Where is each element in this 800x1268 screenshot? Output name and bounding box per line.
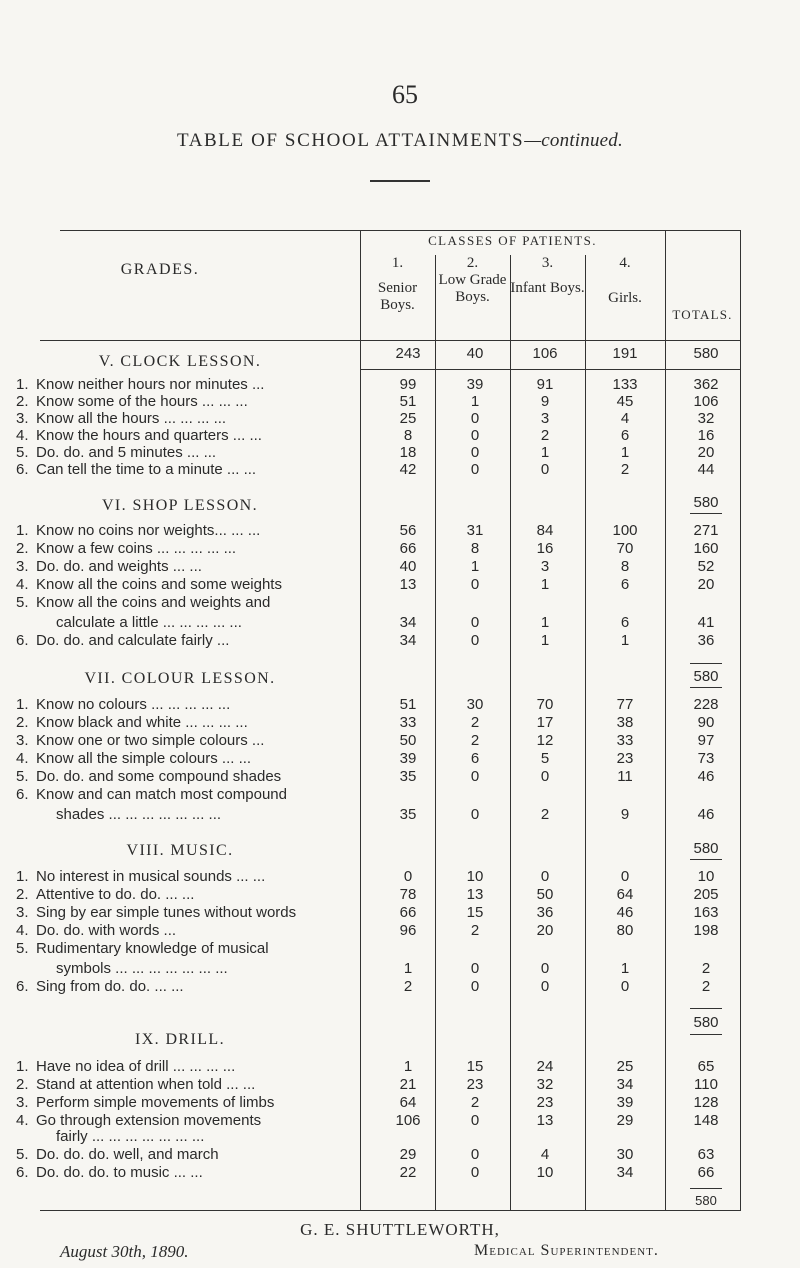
cell: 10 <box>466 868 484 885</box>
cell: 1 <box>540 614 550 631</box>
row-number: 6. <box>16 978 29 995</box>
cell: 0 <box>470 576 480 593</box>
row-number: 6. <box>16 632 29 649</box>
cell: 10 <box>697 868 715 885</box>
cell: 77 <box>616 696 634 713</box>
title-suffix: —continued. <box>524 130 623 151</box>
cell: 51 <box>399 696 417 713</box>
cell: 0 <box>403 868 413 885</box>
cell: 80 <box>616 922 634 939</box>
cell: 97 <box>697 732 715 749</box>
row-label: Do. do. with words ... <box>36 922 177 939</box>
row-label-continued: calculate a little ... ... ... ... ... <box>56 614 242 631</box>
cell: 0 <box>470 461 480 478</box>
cell: 198 <box>693 922 719 939</box>
header-col-1: 1. Senior Boys. <box>377 255 418 313</box>
cell: 90 <box>697 714 715 731</box>
section-total: 580 <box>693 494 719 511</box>
row-number: 2. <box>16 393 29 410</box>
class-total: 580 <box>693 345 719 362</box>
cell: 1 <box>470 558 480 575</box>
row-number: 3. <box>16 732 29 749</box>
row-number: 5. <box>16 1146 29 1163</box>
cell: 6 <box>620 614 630 631</box>
cell: 34 <box>616 1164 634 1181</box>
cell: 99 <box>399 376 417 393</box>
cell: 66 <box>399 540 417 557</box>
header-totals: TOTALS. <box>672 307 733 322</box>
cell: 2 <box>701 960 711 977</box>
cell: 9 <box>540 393 550 410</box>
cell: 33 <box>399 714 417 731</box>
cell: 35 <box>399 768 417 785</box>
cell: 3 <box>540 558 550 575</box>
cell: 0 <box>470 806 480 823</box>
row-label: Know a few coins ... ... ... ... ... <box>36 540 237 557</box>
cell: 70 <box>616 540 634 557</box>
cell: 30 <box>616 1146 634 1163</box>
row-label: Know some of the hours ... ... ... <box>36 393 248 410</box>
cell: 66 <box>399 904 417 921</box>
row-label: Know all the coins and weights and <box>36 594 271 611</box>
cell: 2 <box>540 806 550 823</box>
header-col-2: 2. Low Grade Boys. <box>438 255 507 305</box>
row-number: 2. <box>16 540 29 557</box>
row-number: 1. <box>16 696 29 713</box>
cell: 30 <box>466 696 484 713</box>
cell: 63 <box>697 1146 715 1163</box>
row-label: Do. do. do. to music ... ... <box>36 1164 203 1181</box>
header-col-3: 3. Infant Boys. <box>510 255 585 296</box>
cell: 39 <box>399 750 417 767</box>
cell: 6 <box>620 427 630 444</box>
cell: 35 <box>399 806 417 823</box>
cell: 8 <box>470 540 480 557</box>
row-number: 1. <box>16 1058 29 1075</box>
cell: 2 <box>470 732 480 749</box>
cell: 133 <box>612 376 638 393</box>
row-label: Attentive to do. do. ... ... <box>36 886 195 903</box>
section-total: 580 <box>693 1014 719 1031</box>
row-number: 3. <box>16 1094 29 1111</box>
row-label-continued: shades ... ... ... ... ... ... ... <box>56 806 222 823</box>
cell: 36 <box>536 904 554 921</box>
row-number: 1. <box>16 868 29 885</box>
cell: 31 <box>466 522 484 539</box>
row-label: Know neither hours nor minutes ... <box>36 376 265 393</box>
row-number: 4. <box>16 922 29 939</box>
row-label: Go through extension movements <box>36 1112 262 1129</box>
cell: 50 <box>399 732 417 749</box>
cell: 20 <box>697 576 715 593</box>
signature-date: August 30th, 1890. <box>60 1242 189 1261</box>
row-label: Know all the simple colours ... ... <box>36 750 252 767</box>
row-label: Can tell the time to a minute ... ... <box>36 461 257 478</box>
row-number: 2. <box>16 886 29 903</box>
cell: 25 <box>399 410 417 427</box>
class-total: 106 <box>532 345 558 362</box>
cell: 66 <box>697 1164 715 1181</box>
row-number: 3. <box>16 410 29 427</box>
row-label: Know the hours and quarters ... ... <box>36 427 262 444</box>
cell: 23 <box>536 1094 554 1111</box>
cell: 64 <box>616 886 634 903</box>
signature-name: G. E. SHUTTLEWORTH, <box>300 1220 500 1239</box>
row-label-continued: symbols ... ... ... ... ... ... ... <box>56 960 228 977</box>
cell: 46 <box>616 904 634 921</box>
cell: 10 <box>536 1164 554 1181</box>
cell: 0 <box>540 768 550 785</box>
row-label: Know black and white ... ... ... ... <box>36 714 248 731</box>
class-total: 243 <box>395 345 421 362</box>
cell: 15 <box>466 904 484 921</box>
cell: 0 <box>470 1146 480 1163</box>
row-label: Know and can match most compound <box>36 786 287 803</box>
cell: 0 <box>470 960 480 977</box>
row-label: Have no idea of drill ... ... ... ... <box>36 1058 236 1075</box>
cell: 42 <box>399 461 417 478</box>
cell: 51 <box>399 393 417 410</box>
header-col-4: 4. Girls. <box>608 255 642 306</box>
cell: 1 <box>620 444 630 461</box>
cell: 0 <box>540 978 550 995</box>
cell: 2 <box>620 461 630 478</box>
row-number: 5. <box>16 768 29 785</box>
cell: 4 <box>540 1146 550 1163</box>
row-label: Sing from do. do. ... ... <box>36 978 184 995</box>
section-total: 580 <box>693 840 719 857</box>
row-label: Know all the hours ... ... ... ... <box>36 410 227 427</box>
section-title: VIII. MUSIC. <box>126 842 234 859</box>
cell: 41 <box>697 614 715 631</box>
row-label: Do. do. and weights ... ... <box>36 558 202 575</box>
cell: 91 <box>536 376 554 393</box>
cell: 65 <box>697 1058 715 1075</box>
cell: 34 <box>399 614 417 631</box>
section-title: VII. COLOUR LESSON. <box>84 670 276 687</box>
cell: 362 <box>693 376 719 393</box>
cell: 0 <box>470 444 480 461</box>
closing-total: 580 <box>695 1193 717 1208</box>
row-label-continued: fairly ... ... ... ... ... ... ... <box>56 1128 205 1145</box>
cell: 163 <box>693 904 719 921</box>
cell: 2 <box>470 714 480 731</box>
cell: 100 <box>612 522 638 539</box>
cell: 25 <box>616 1058 634 1075</box>
cell: 0 <box>470 427 480 444</box>
cell: 160 <box>693 540 719 557</box>
cell: 18 <box>399 444 417 461</box>
cell: 46 <box>697 806 715 823</box>
cell: 5 <box>540 750 550 767</box>
cell: 106 <box>693 393 719 410</box>
cell: 8 <box>620 558 630 575</box>
cell: 22 <box>399 1164 417 1181</box>
cell: 6 <box>470 750 480 767</box>
cell: 6 <box>620 576 630 593</box>
cell: 1 <box>403 960 413 977</box>
cell: 33 <box>616 732 634 749</box>
row-number: 5. <box>16 444 29 461</box>
row-label: Rudimentary knowledge of musical <box>36 940 269 957</box>
row-number: 2. <box>16 714 29 731</box>
row-number: 5. <box>16 940 29 957</box>
page-title: TABLE OF SCHOOL ATTAINMENTS—continued. <box>177 130 623 151</box>
cell: 205 <box>693 886 719 903</box>
cell: 13 <box>536 1112 554 1129</box>
row-label: Perform simple movements of limbs <box>36 1094 275 1111</box>
row-number: 3. <box>16 558 29 575</box>
cell: 34 <box>616 1076 634 1093</box>
cell: 40 <box>399 558 417 575</box>
cell: 1 <box>403 1058 413 1075</box>
cell: 20 <box>697 444 715 461</box>
cell: 0 <box>470 978 480 995</box>
row-number: 6. <box>16 461 29 478</box>
cell: 45 <box>616 393 634 410</box>
cell: 128 <box>693 1094 719 1111</box>
section-title: VI. SHOP LESSON. <box>101 497 259 514</box>
row-label: Do. do. and calculate fairly ... <box>36 632 230 649</box>
cell: 1 <box>540 576 550 593</box>
row-label: Know no colours ... ... ... ... ... <box>36 696 231 713</box>
row-label: Do. do. and some compound shades <box>36 768 282 785</box>
row-number: 5. <box>16 594 29 611</box>
cell: 24 <box>536 1058 554 1075</box>
class-total: 40 <box>466 345 484 362</box>
cell: 78 <box>399 886 417 903</box>
cell: 9 <box>620 806 630 823</box>
row-label: Know all the coins and some weights <box>36 576 282 593</box>
row-label: Stand at attention when told ... ... <box>36 1076 256 1093</box>
row-number: 3. <box>16 904 29 921</box>
row-number: 1. <box>16 522 29 539</box>
cell: 228 <box>693 696 719 713</box>
row-label: No interest in musical sounds ... ... <box>36 868 266 885</box>
cell: 11 <box>617 768 633 785</box>
cell: 2 <box>470 1094 480 1111</box>
row-label: Know no coins nor weights... ... ... <box>36 522 261 539</box>
row-number: 6. <box>16 1164 29 1181</box>
cell: 0 <box>470 1164 480 1181</box>
cell: 23 <box>466 1076 484 1093</box>
section-total: 580 <box>693 668 719 685</box>
cell: 23 <box>616 750 634 767</box>
row-label: Sing by ear simple tunes without words <box>36 904 297 921</box>
cell: 2 <box>403 978 413 995</box>
cell: 271 <box>693 522 719 539</box>
title-rule <box>370 180 430 182</box>
cell: 84 <box>536 522 554 539</box>
section-title: IX. DRILL. <box>135 1031 225 1048</box>
cell: 0 <box>540 461 550 478</box>
cell: 16 <box>536 540 554 557</box>
cell: 0 <box>540 868 550 885</box>
cell: 110 <box>694 1076 718 1093</box>
cell: 32 <box>536 1076 554 1093</box>
row-label: Do. do. and 5 minutes ... ... <box>36 444 217 461</box>
cell: 29 <box>399 1146 417 1163</box>
cell: 50 <box>536 886 554 903</box>
cell: 2 <box>540 427 550 444</box>
cell: 12 <box>536 732 554 749</box>
cell: 13 <box>466 886 484 903</box>
row-label: Do. do. do. well, and march <box>36 1146 219 1163</box>
row-number: 6. <box>16 786 29 803</box>
row-number: 4. <box>16 1112 29 1129</box>
cell: 29 <box>616 1112 634 1129</box>
page-number: 65 <box>392 80 418 109</box>
cell: 15 <box>466 1058 484 1075</box>
cell: 2 <box>470 922 480 939</box>
signature-position: Medical Superintendent. <box>474 1242 659 1259</box>
row-number: 1. <box>16 376 29 393</box>
cell: 2 <box>701 978 711 995</box>
row-label: Know one or two simple colours ... <box>36 732 265 749</box>
cell: 44 <box>697 461 715 478</box>
row-number: 4. <box>16 750 29 767</box>
row-number: 4. <box>16 427 29 444</box>
row-number: 2. <box>16 1076 29 1093</box>
cell: 0 <box>470 1112 480 1129</box>
cell: 0 <box>620 978 630 995</box>
cell: 106 <box>395 1112 421 1129</box>
cell: 70 <box>536 696 554 713</box>
cell: 38 <box>616 714 634 731</box>
cell: 148 <box>693 1112 719 1129</box>
cell: 34 <box>399 632 417 649</box>
cell: 39 <box>466 376 484 393</box>
cell: 1 <box>620 632 630 649</box>
cell: 0 <box>620 868 630 885</box>
cell: 4 <box>620 410 630 427</box>
cell: 96 <box>399 922 417 939</box>
cell: 1 <box>540 632 550 649</box>
cell: 56 <box>399 522 417 539</box>
cell: 73 <box>697 750 715 767</box>
cell: 20 <box>536 922 554 939</box>
cell: 3 <box>540 410 550 427</box>
cell: 0 <box>470 410 480 427</box>
cell: 13 <box>399 576 417 593</box>
cell: 16 <box>697 427 715 444</box>
cell: 1 <box>540 444 550 461</box>
cell: 46 <box>697 768 715 785</box>
cell: 8 <box>403 427 413 444</box>
header-grades: GRADES. <box>120 261 200 278</box>
cell: 32 <box>697 410 715 427</box>
section-title: V. CLOCK LESSON. <box>98 353 262 370</box>
cell: 52 <box>697 558 715 575</box>
row-number: 4. <box>16 576 29 593</box>
cell: 17 <box>536 714 554 731</box>
cell: 1 <box>620 960 630 977</box>
cell: 39 <box>616 1094 634 1111</box>
cell: 36 <box>697 632 715 649</box>
cell: 0 <box>470 768 480 785</box>
header-classes: CLASSES OF PATIENTS. <box>428 233 597 248</box>
cell: 0 <box>470 614 480 631</box>
cell: 0 <box>540 960 550 977</box>
class-total: 191 <box>612 345 638 362</box>
cell: 64 <box>399 1094 417 1111</box>
cell: 21 <box>399 1076 417 1093</box>
cell: 1 <box>470 393 480 410</box>
cell: 0 <box>470 632 480 649</box>
